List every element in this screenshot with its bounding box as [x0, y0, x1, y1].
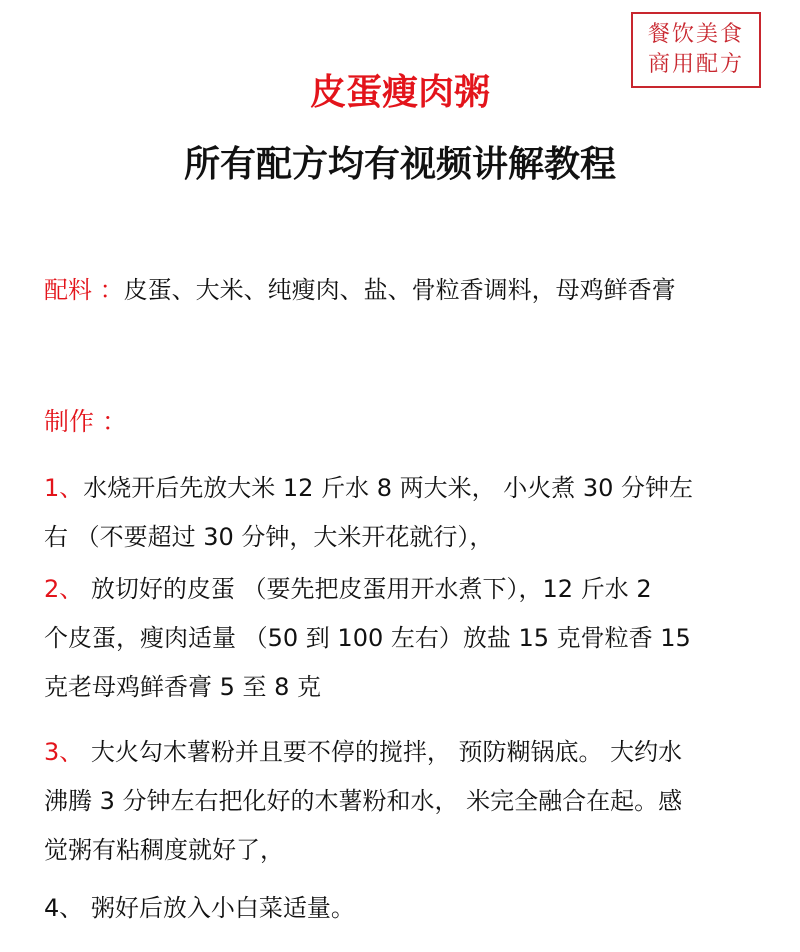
step-text: 放切好的皮蛋 （要先把皮蛋用开水煮下），12 斤水 2	[83, 575, 652, 603]
step-text: 大火勾木薯粉并且要不停的搅拌， 预防糊锅底。 大约水	[83, 738, 683, 766]
step-number: 1、	[44, 474, 84, 502]
step-text: 粥好后放入小白菜适量。	[83, 894, 355, 922]
step-line: 右 （不要超过 30 分钟，大米开花就行），	[44, 523, 494, 551]
recipe-subtitle: 所有配方均有视频讲解教程	[183, 144, 616, 185]
step-line: 克老母鸡鲜香膏 5 至 8 克	[44, 673, 322, 701]
step-line: 沸腾 3 分钟左右把化好的木薯粉和水， 米完全融合在起。感	[44, 787, 683, 815]
step-number: 3、	[44, 738, 84, 766]
step-line: 个皮蛋，瘦肉适量 （50 到 100 左右）放盐 15 克骨粒香 15	[44, 624, 691, 652]
ingredients-line	[44, 270, 784, 310]
step-line	[44, 464, 760, 513]
step-number: 4、	[44, 894, 84, 922]
ingredients-colon: ：	[99, 276, 124, 304]
step-line: 觉粥有粘稠度就好了，	[44, 836, 284, 864]
stamp-line-2: 商用配方	[647, 52, 744, 77]
recipe-title: 皮蛋瘦肉粥	[309, 72, 490, 113]
step-2	[44, 565, 760, 712]
step-number: 2、	[44, 575, 84, 603]
step-line	[44, 728, 760, 777]
method-heading: 制作 ：	[44, 407, 127, 436]
ingredients-label: 配料	[44, 276, 92, 304]
stamp-line-1: 餐饮美食	[647, 22, 744, 47]
step-3	[44, 728, 760, 875]
step-1	[44, 464, 760, 562]
step-text: 水烧开后先放大米 12 斤水 8 两大米， 小火煮 30 分钟左	[83, 474, 694, 502]
ingredients-text: 皮蛋、大米、纯瘦肉、盐、骨粒香调料，母鸡鲜香膏	[123, 276, 676, 304]
step-line	[44, 565, 760, 614]
step-line	[44, 884, 760, 933]
step-4	[44, 884, 760, 933]
